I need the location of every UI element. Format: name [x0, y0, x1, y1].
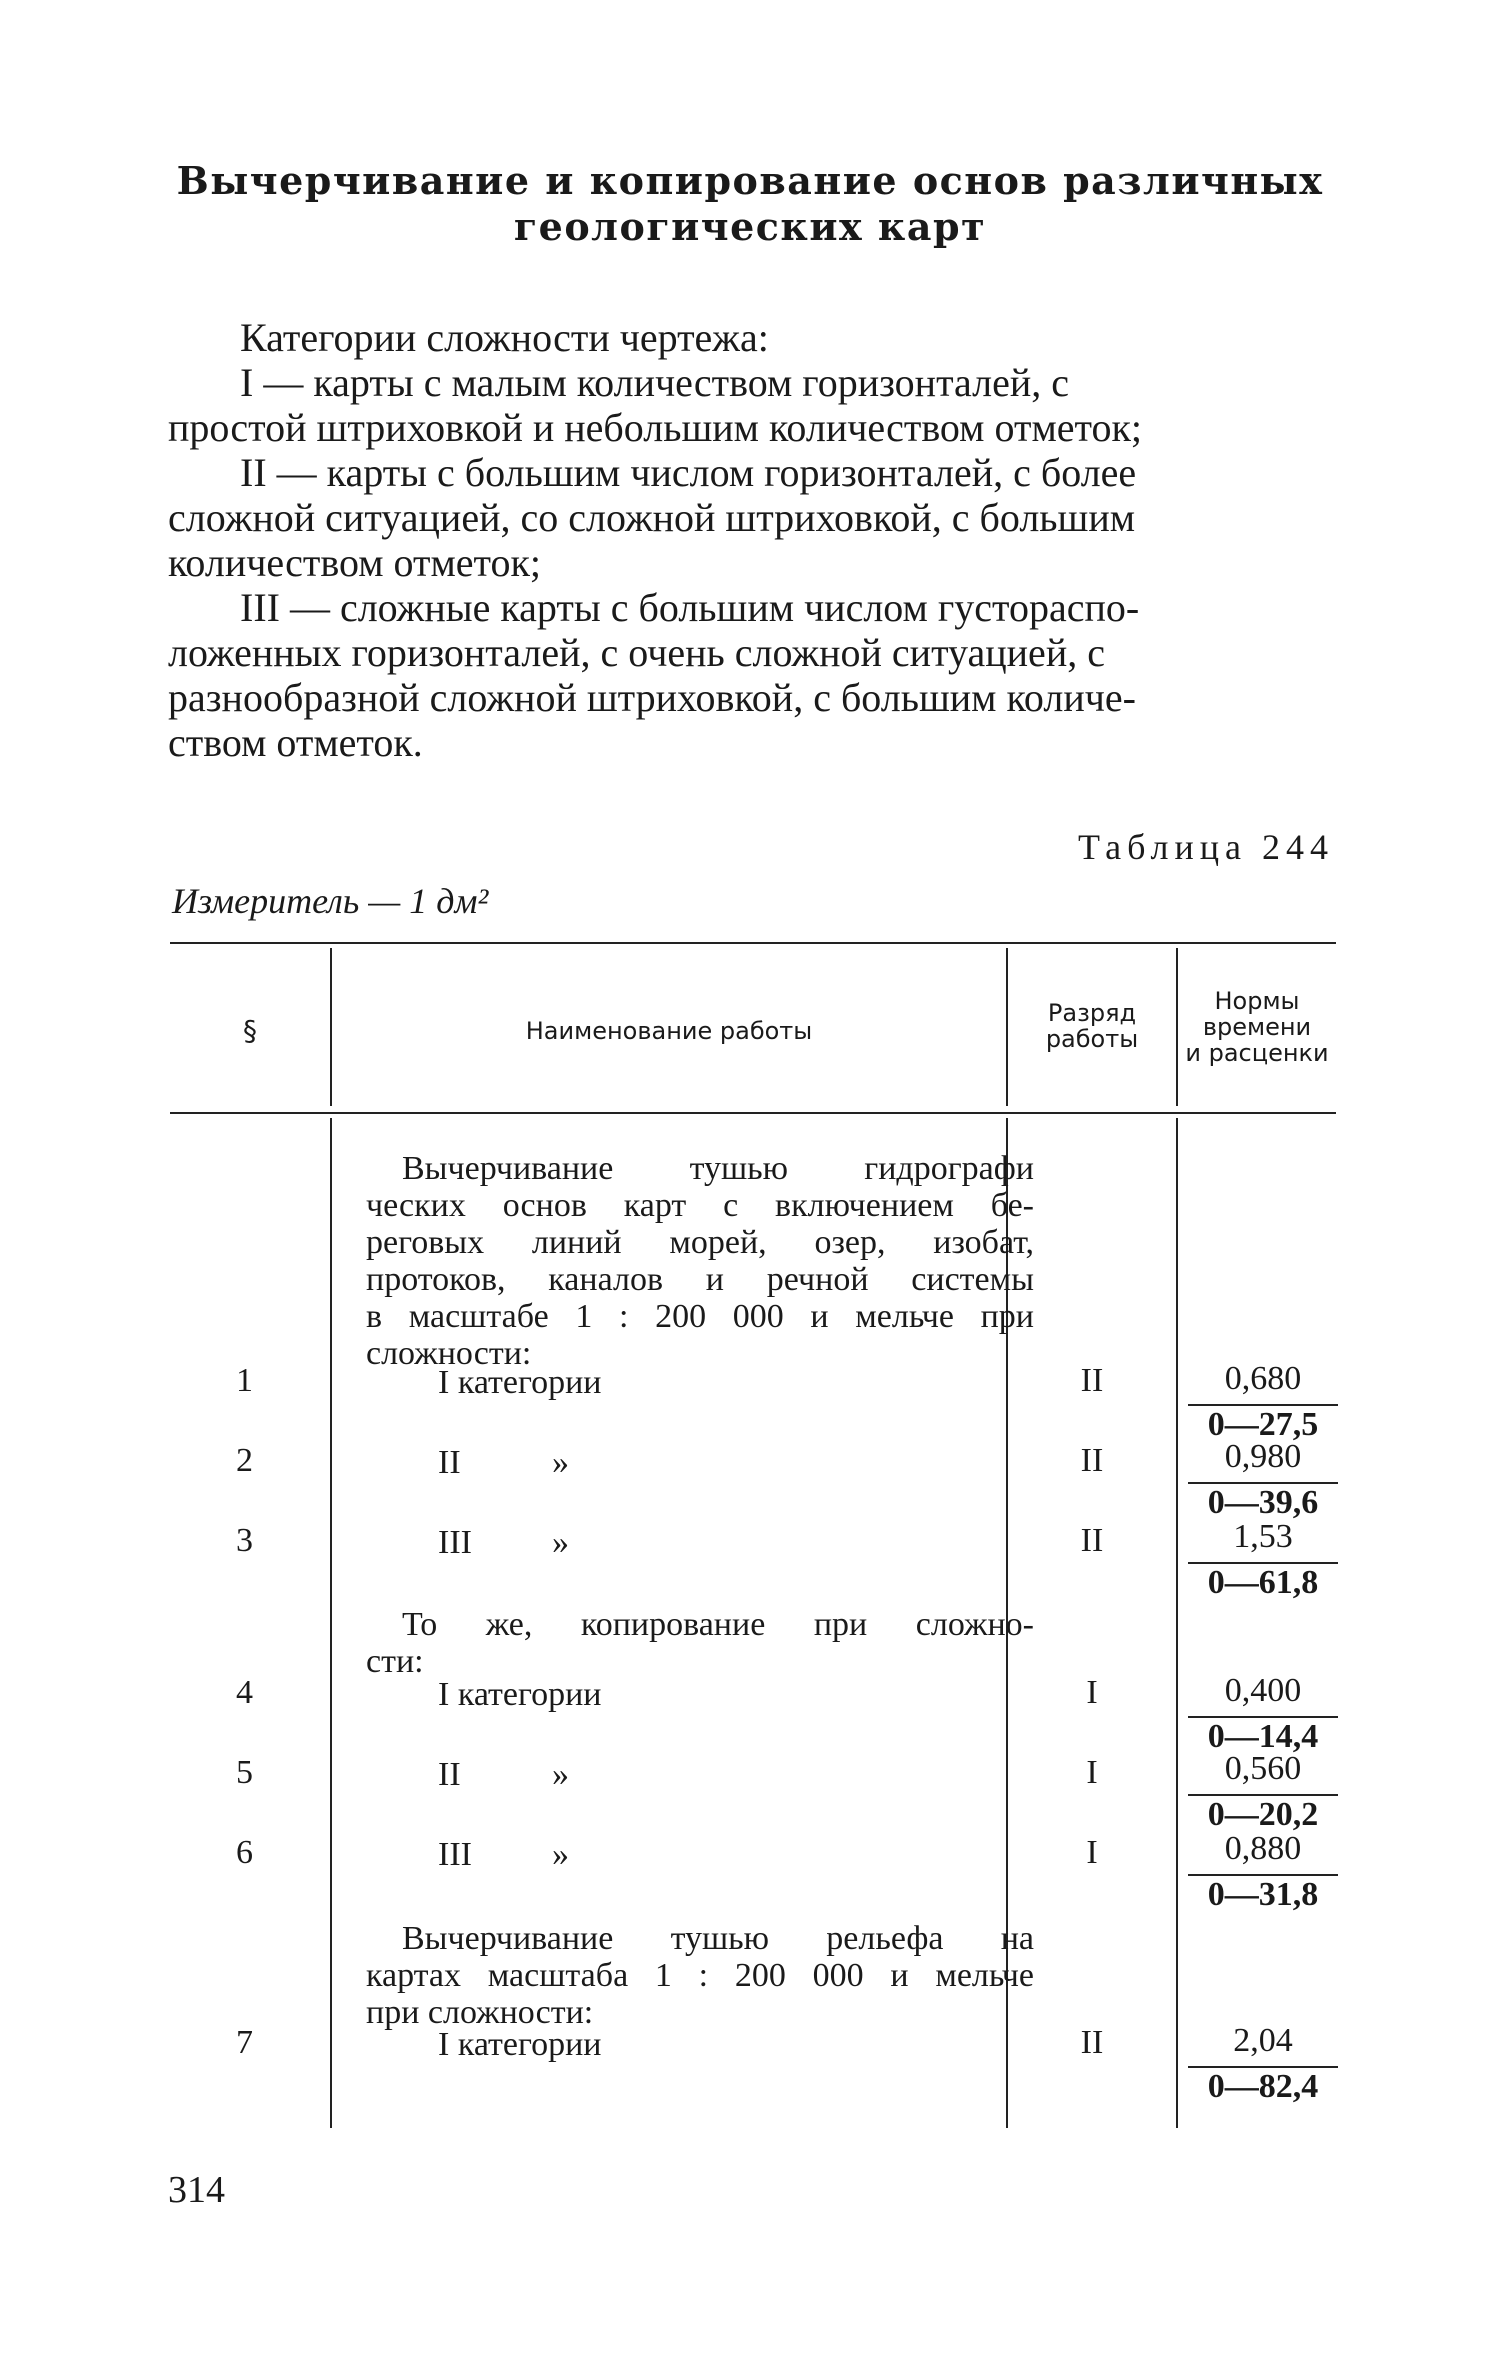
desc-line: сти:	[366, 1643, 424, 1680]
row-category: I категории	[438, 2026, 602, 2063]
row-rate: 0—31,8	[1207, 1876, 1319, 1913]
desc-line: реговых линий морей, озер, изобат,	[366, 1224, 1034, 1261]
group2-description	[366, 1606, 1034, 1680]
desc-line: картах масштаба 1 : 200 000 и мельче	[366, 1957, 1034, 1994]
row-category: I категории	[438, 1676, 602, 1713]
category-line: простой штриховкой и небольшим количеством отметок;	[168, 405, 1143, 450]
category-line: разнообразной сложной штриховкой, с большим количе-	[168, 675, 1136, 720]
category-line: I — карты с малым количеством горизонталей, с	[240, 360, 1070, 405]
row-category: II	[438, 1756, 461, 1793]
row-norm: 0,560	[1224, 1750, 1302, 1787]
row-number: 7	[236, 2024, 253, 2061]
row-ditto: »	[552, 1444, 569, 1481]
row-rank: II	[1080, 1522, 1104, 1559]
header-rank-line: Разряд	[1047, 999, 1137, 1027]
header-name: Наименование работы	[525, 1017, 813, 1045]
header-rank-line: работы	[1045, 1025, 1139, 1053]
header-norms	[1178, 988, 1336, 1066]
page-title-line1: Вычерчивание и копирование основ различных	[176, 158, 1324, 203]
row-rank: II	[1080, 2024, 1104, 2061]
col-divider-body-1	[330, 1118, 332, 2128]
desc-line: То же, копирование при сложно-	[402, 1606, 1034, 1643]
row-category: I категории	[438, 1364, 602, 1401]
header-norms-line: и расценки	[1185, 1039, 1329, 1067]
category-line: сложной ситуацией, со сложной штриховкой, с большим	[168, 495, 1136, 540]
row-norm: 2,04	[1233, 2022, 1293, 2059]
row-ditto: »	[552, 1756, 569, 1793]
row-number: 6	[236, 1834, 253, 1871]
row-rank: I	[1086, 1834, 1098, 1871]
page-number: 314	[168, 2169, 225, 2211]
row-rank: II	[1080, 1442, 1104, 1479]
row-norm: 1,53	[1233, 1518, 1293, 1555]
row-ditto: »	[552, 1836, 569, 1873]
header-section: §	[243, 1014, 257, 1047]
row-category: III	[438, 1836, 472, 1873]
desc-line: в масштабе 1 : 200 000 и мельче при	[366, 1298, 1034, 1335]
category-line: ложенных горизонталей, с очень сложной ситуацией, с	[168, 630, 1105, 675]
desc-line: при сложности:	[366, 1994, 594, 2031]
category-line: ством отметок.	[168, 720, 423, 765]
category-line: III — сложные карты с большим числом густораспо-	[240, 585, 1140, 630]
row-number: 4	[236, 1674, 253, 1711]
row-rate: 0—20,2	[1207, 1796, 1319, 1833]
row-number: 5	[236, 1754, 253, 1791]
row-rank: I	[1086, 1754, 1098, 1791]
row-ditto: »	[552, 1524, 569, 1561]
row-norm: 0,980	[1224, 1438, 1302, 1475]
row-rank: II	[1080, 1362, 1104, 1399]
row-number: 2	[236, 1442, 253, 1479]
desc-line: Вычерчивание тушью рельефа на	[402, 1920, 1034, 1957]
table-number: Таблица 244	[1078, 827, 1334, 867]
header-norms-line: Нормы	[1214, 987, 1300, 1015]
row-rank: I	[1086, 1674, 1098, 1711]
table-top-rule	[170, 942, 1336, 944]
header-rank	[1008, 1000, 1176, 1052]
row-category: III	[438, 1524, 472, 1561]
row-category: II	[438, 1444, 461, 1481]
desc-line: сложности:	[366, 1335, 532, 1372]
row-rate: 0—39,6	[1207, 1484, 1319, 1521]
categories-block	[168, 315, 1333, 765]
col-divider-body-3	[1176, 1118, 1178, 2128]
row-norm: 0,680	[1224, 1360, 1302, 1397]
category-line: количеством отметок;	[168, 540, 542, 585]
row-norm: 0,400	[1224, 1672, 1302, 1709]
group3-description	[366, 1920, 1034, 2031]
desc-line: протоков, каналов и речной системы	[366, 1261, 1034, 1298]
row-rate: 0—61,8	[1207, 1564, 1319, 1601]
row-norm: 0,880	[1224, 1830, 1302, 1867]
categories-heading: Категории сложности чертежа:	[240, 315, 769, 360]
table-header-rule	[170, 1112, 1336, 1114]
row-rate: 0—14,4	[1207, 1718, 1319, 1755]
desc-line: Вычерчивание тушью гидрографи	[402, 1150, 1034, 1187]
measure-unit: Измеритель — 1 дм²	[172, 881, 489, 921]
desc-line: ческих основ карт с включением бе-	[366, 1187, 1034, 1224]
category-line: II — карты с большим числом горизонталей, с более	[240, 450, 1137, 495]
row-number: 1	[236, 1362, 253, 1399]
page-title-line2: геологических карт	[513, 204, 987, 249]
row-rate: 0—82,4	[1207, 2068, 1319, 2105]
group1-description	[366, 1150, 1034, 1372]
header-norms-line: времени	[1202, 1013, 1312, 1041]
row-rate: 0—27,5	[1207, 1406, 1319, 1443]
row-number: 3	[236, 1522, 253, 1559]
